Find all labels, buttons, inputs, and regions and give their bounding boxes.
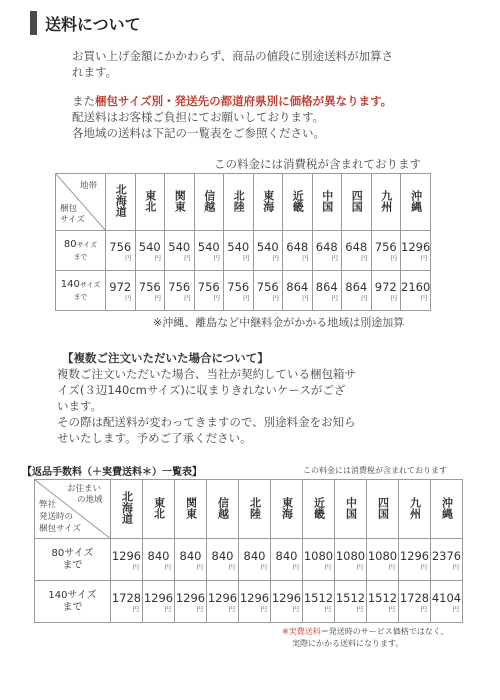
price-value: 2376 [431,548,462,563]
price-cell [399,581,431,623]
price-value: 540 [256,239,279,254]
yen-label: 円 [228,562,235,571]
footnote-line-1: ※実費送料＝発送時のサービス価格ではなく、 [282,627,449,636]
return-table-corner [35,480,111,539]
price-cell [367,539,399,581]
table-row [35,581,463,623]
price-value: 1512 [367,590,398,605]
price-cell [239,539,271,581]
yen-label: 円 [324,562,331,571]
price-value: 840 [179,548,202,563]
region-label: 沖縄 [440,496,454,519]
intro-line-3-pre: また [72,94,95,108]
price-value: 2160 [401,279,431,294]
yen-label: 円 [356,604,363,613]
table-row [56,231,431,271]
price-cell [371,231,401,271]
yen-label: 円 [388,604,395,613]
price-cell [312,231,342,271]
region-header [371,174,401,231]
price-value: 756 [138,279,161,294]
intro-line-3 [72,93,392,109]
yen-label: 円 [184,293,191,302]
region-header [271,480,303,539]
yen-label: 円 [292,562,299,571]
price-cell [194,231,224,271]
yen-label: 円 [390,293,397,302]
size-cell: 140サイズ まで [35,581,111,623]
price-cell [342,271,372,311]
title-marker [30,11,37,35]
price-value: 540 [138,239,161,254]
region-header [342,174,372,231]
multi-order-title: 【複数ご注文いただいた場合について】 [62,351,269,365]
region-header [224,174,254,231]
intro-line-3-highlight: 梱包サイズ別・発送先の都道府県別に価格が異なります。 [95,94,393,108]
price-value: 840 [147,548,170,563]
yen-label: 円 [154,293,161,302]
corner-region-label: 地帯 [80,181,98,191]
price-cell [283,231,313,271]
price-value: 1296 [143,590,174,605]
price-value: 540 [227,239,250,254]
table-row [56,271,431,311]
yen-label: 円 [272,253,279,262]
price-value: 864 [315,279,338,294]
yen-label: 円 [260,562,267,571]
yen-label: 円 [132,604,139,613]
return-fee-table [34,479,463,623]
price-value: 972 [374,279,397,294]
yen-label: 円 [420,604,427,613]
price-cell [143,581,175,623]
yen-label: 円 [243,293,250,302]
yen-label: 円 [420,293,428,302]
price-cell [335,539,367,581]
region-label: 信越 [216,496,230,519]
yen-label: 円 [420,562,427,571]
yen-label: 円 [302,293,309,302]
region-header [111,480,143,539]
yen-label: 円 [388,562,395,571]
okinawa-note: ※沖縄、離島など中継料金がかかる地域は別途加算 [153,316,405,329]
price-cell [135,231,165,271]
price-value: 840 [211,548,234,563]
region-label: 北海道 [114,184,128,217]
yen-label: 円 [125,253,132,262]
region-header [239,480,271,539]
price-cell [399,539,431,581]
price-value: 648 [286,239,309,254]
region-label: 関東 [184,496,198,519]
corner-region-label-2: の地域 [77,495,103,505]
yen-label: 円 [292,604,299,613]
size-cell: 80サイズ まで [35,539,111,581]
region-label: 北陸 [232,189,246,212]
intro-line-1: お買い上げ金額にかかわらず、商品の値段に別途送料が加算さ [72,49,394,63]
price-cell [135,271,165,311]
price-cell [253,271,283,311]
region-header [135,174,165,231]
size-cell: 140サイズ まで [56,271,106,311]
region-label: 近畿 [312,496,326,519]
multi-line-4: その際は配送料が変わってきますので、別途料金をお知ら [57,415,356,429]
region-label: 四国 [376,496,390,519]
region-header [165,174,195,231]
price-value: 1080 [303,548,334,563]
multi-line-1: 複数ご注文いただいた場合、当社が契約している梱包箱サ [57,367,356,381]
return-tax-note: この料金には消費税が含まれております [303,466,447,475]
price-cell [401,271,431,311]
price-cell [111,539,143,581]
price-cell [312,271,342,311]
intro-line-4: 配送料はお客様ご負担にてお願いしております。 [72,110,325,124]
yen-label: 円 [213,293,220,302]
region-header [283,174,313,231]
price-value: 1296 [207,590,238,605]
price-value: 864 [345,279,368,294]
intro-line-2: れます。 [72,65,118,79]
price-value: 1728 [399,590,430,605]
price-cell [271,539,303,581]
region-header [194,174,224,231]
price-value: 756 [109,239,132,254]
price-value: 648 [345,239,368,254]
price-value: 840 [275,548,298,563]
yen-label: 円 [196,562,203,571]
price-value: 540 [197,239,220,254]
yen-label: 円 [324,604,331,613]
yen-label: 円 [361,293,368,302]
yen-label: 円 [390,253,397,262]
yen-label: 円 [213,253,220,262]
multi-line-2: イズ(３辺140cmサイズ)に収まりきれないケースがござ [57,383,346,397]
price-cell [367,581,399,623]
price-cell [143,539,175,581]
table-corner [56,174,106,231]
multi-line-3: います。 [57,399,103,413]
price-cell [106,231,136,271]
region-label: 東北 [143,189,157,212]
yen-label: 円 [154,253,161,262]
price-value: 972 [109,279,132,294]
yen-label: 円 [272,293,279,302]
region-label: 近畿 [291,189,305,212]
size-cell: 80サイズ まで [56,231,106,271]
yen-label: 円 [361,253,368,262]
price-value: 1296 [401,239,431,254]
corner-region-label-1: お住まい [67,484,102,494]
region-header [401,174,431,231]
price-value: 1296 [175,590,206,605]
return-table-header [35,480,463,539]
yen-label: 円 [356,562,363,571]
region-header [399,480,431,539]
price-cell [303,539,335,581]
multi-line-5: せいたします。予めご了承ください。 [57,431,252,445]
region-header [253,174,283,231]
intro-line-5: 各地域の送料は下記の一覧表をご参照ください。 [72,126,325,140]
price-cell [207,539,239,581]
region-label: 四国 [350,189,364,212]
yen-label: 円 [228,604,235,613]
region-label: 沖縄 [409,189,423,212]
region-header [175,480,207,539]
tax-note: この料金には消費税が含まれております [214,157,421,171]
price-cell [175,581,207,623]
yen-label: 円 [260,604,267,613]
return-footnote [282,626,449,650]
section-title [30,10,141,36]
price-cell [165,271,195,311]
region-label: 九州 [408,496,422,519]
page-title: 送料について [45,14,141,34]
yen-label: 円 [164,604,171,613]
price-cell [431,539,463,581]
price-cell [111,581,143,623]
region-label: 九州 [379,189,393,212]
price-cell [431,581,463,623]
price-value: 864 [286,279,309,294]
price-value: 540 [168,239,191,254]
price-cell [335,581,367,623]
yen-label: 円 [125,293,132,302]
price-cell [239,581,271,623]
region-header [367,480,399,539]
corner-size-label-3: 梱包サイズ [39,524,81,534]
yen-label: 円 [452,604,459,613]
yen-label: 円 [331,253,338,262]
corner-size-label-1: 弊社 [39,500,57,510]
price-value: 1080 [335,548,366,563]
region-header [303,480,335,539]
region-label: 東海 [261,189,275,212]
price-value: 1296 [271,590,302,605]
corner-size-label-2: サイズ [60,215,85,225]
corner-size-label-1: 梱包 [60,204,78,214]
shipping-table-header [56,174,431,231]
yen-label: 円 [331,293,338,302]
price-value: 756 [256,279,279,294]
price-value: 756 [227,279,250,294]
price-cell [165,231,195,271]
price-value: 1080 [367,548,398,563]
yen-label: 円 [302,253,309,262]
yen-label: 円 [184,253,191,262]
price-cell [106,271,136,311]
yen-label: 円 [132,562,139,571]
price-value: 1296 [111,548,142,563]
region-header [207,480,239,539]
region-header [106,174,136,231]
price-cell [207,581,239,623]
yen-label: 円 [420,253,428,262]
yen-label: 円 [243,253,250,262]
price-value: 1296 [239,590,270,605]
corner-size-label-2: 発送時の [39,512,74,522]
price-value: 1512 [303,590,334,605]
price-value: 1512 [335,590,366,605]
region-label: 北陸 [248,496,262,519]
price-value: 4104 [431,590,462,605]
region-label: 北海道 [120,491,134,524]
price-cell [283,271,313,311]
region-label: 中国 [344,496,358,519]
region-label: 信越 [202,189,216,212]
price-cell [224,231,254,271]
region-header [312,174,342,231]
price-value: 1296 [399,548,430,563]
region-label: 関東 [173,189,187,212]
price-value: 756 [168,279,191,294]
price-cell [401,231,431,271]
yen-label: 円 [196,604,203,613]
price-value: 840 [243,548,266,563]
table-row [35,539,463,581]
yen-label: 円 [164,562,171,571]
region-label: 東海 [280,496,294,519]
shipping-table [55,173,431,311]
price-cell [371,271,401,311]
region-label: 東北 [152,496,166,519]
price-cell [303,581,335,623]
price-value: 1728 [111,590,142,605]
price-cell [253,231,283,271]
footnote-line-2: 実際にかかる送料になります。 [292,639,404,648]
price-value: 648 [315,239,338,254]
price-value: 756 [374,239,397,254]
price-cell [271,581,303,623]
return-fee-title: 【返品手数料（＋実費送料＊）一覧表】 [22,467,202,478]
yen-label: 円 [452,562,459,571]
region-header [143,480,175,539]
region-header [335,480,367,539]
region-header [431,480,463,539]
region-label: 中国 [320,189,334,212]
price-cell [224,271,254,311]
price-value: 756 [197,279,220,294]
price-cell [175,539,207,581]
price-cell [342,231,372,271]
price-cell [194,271,224,311]
